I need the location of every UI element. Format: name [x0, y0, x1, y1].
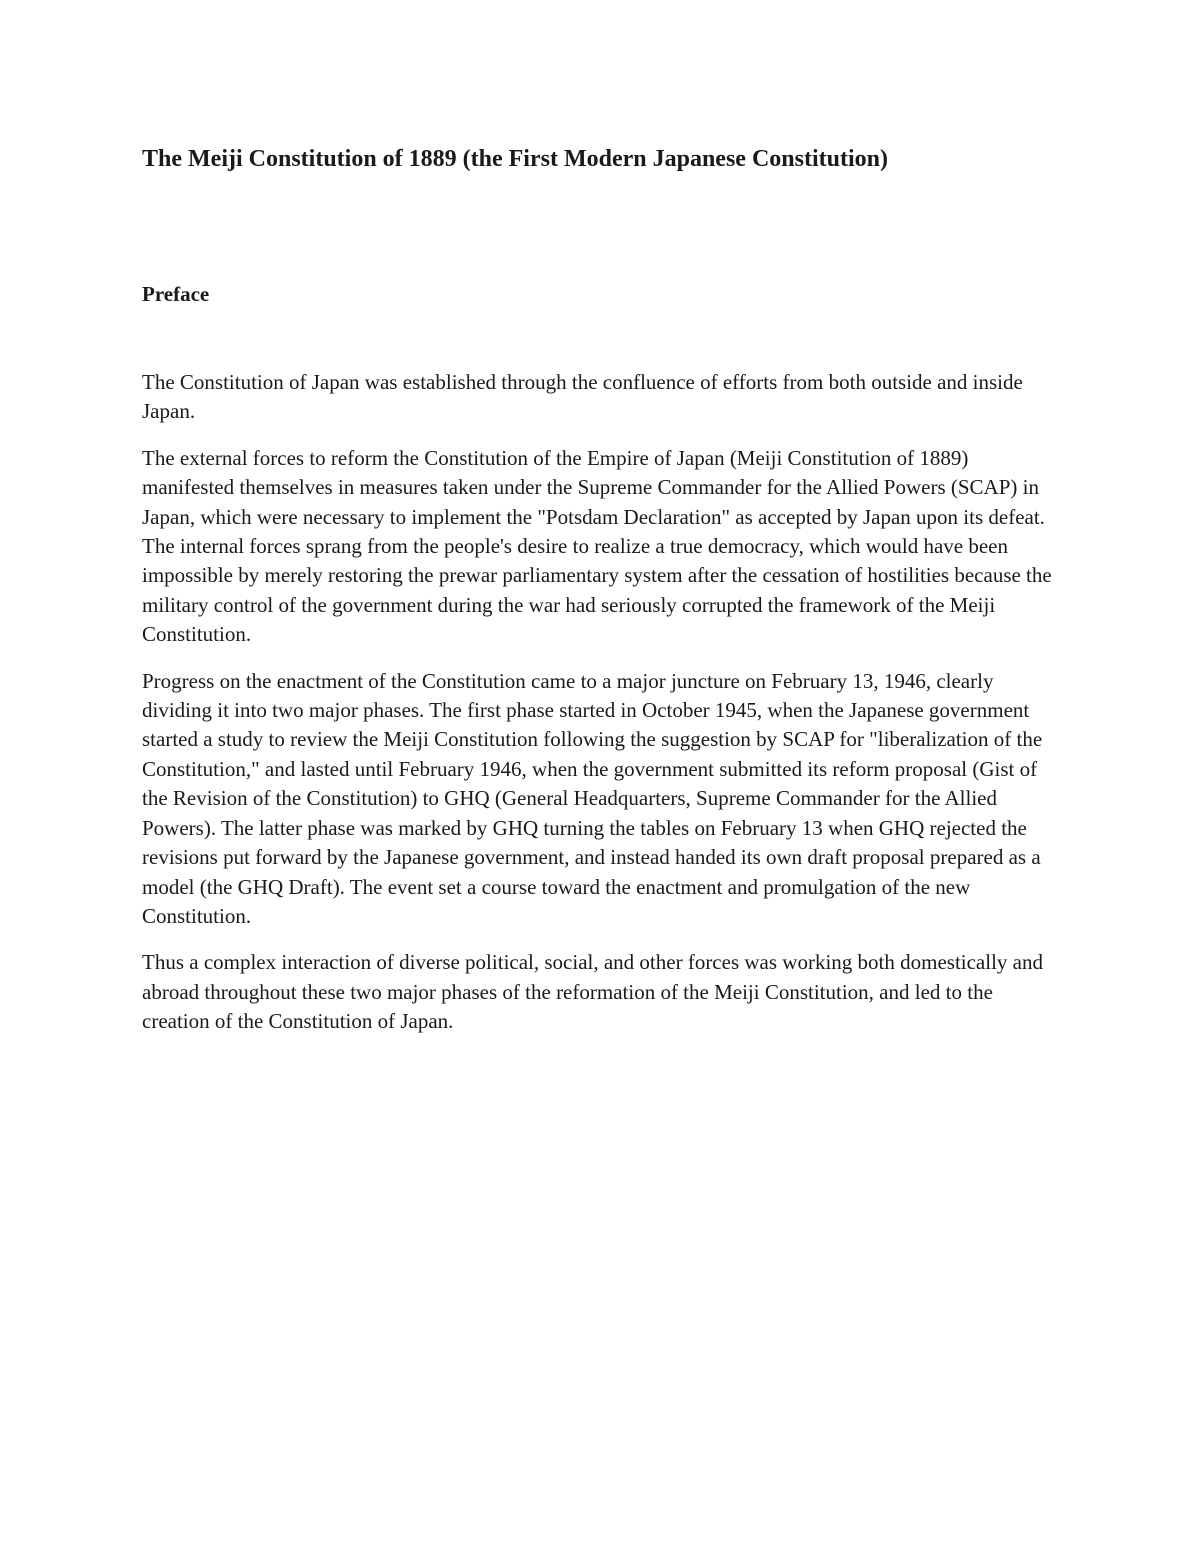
paragraph: Progress on the enactment of the Constitution came to a major juncture on February 13, 1946, clearly dividing it into two major phases. The first phase started in October 1945, when the Japanese government started a study to review the Meiji Constitution following the suggestion by SCAP for "liberalization of the Constitution," and lasted until February 1946, when the government submitted its reform proposal (Gist of the Revision of the Constitution) to GHQ (General Headquarters, Supreme Commander for the Allied Powers). The latter phase was marked by GHQ turning the tables on February 13 when GHQ rejected the revisions put forward by the Japanese government, and instead handed its own draft proposal prepared as a model (the GHQ Draft). The event set a course toward the enactment and promulgation of the new Constitution. [142, 668, 1043, 928]
document-body [142, 368, 1060, 1054]
document-title: The Meiji Constitution of 1889 (the First Modern Japanese Constitution) [142, 146, 888, 172]
paragraph: Thus a complex interaction of diverse political, social, and other forces was working both domestically and abroad throughout these two major phases of the reformation of the Meiji Constitution, and led to the creation of the Constitution of Japan. [142, 950, 1043, 1034]
paragraph: The Constitution of Japan was established through the confluence of efforts from both outside and inside Japan. [142, 370, 1023, 424]
section-heading-preface: Preface [142, 282, 210, 306]
paragraph: The external forces to reform the Constitution of the Empire of Japan (Meiji Constitution of 1889) manifested themselves in measures taken under the Supreme Commander for the Allied Powers (SCAP) in Japan, which were necessary to implement the "Potsdam Declaration" as accepted by Japan upon its defeat. The internal forces sprang from the people's desire to realize a true democracy, which would have been impossible by merely restoring the prewar parliamentary system after the cessation of hostilities because the military control of the government during the war had seriously corrupted the framework of the Meiji Constitution. [142, 445, 1052, 647]
